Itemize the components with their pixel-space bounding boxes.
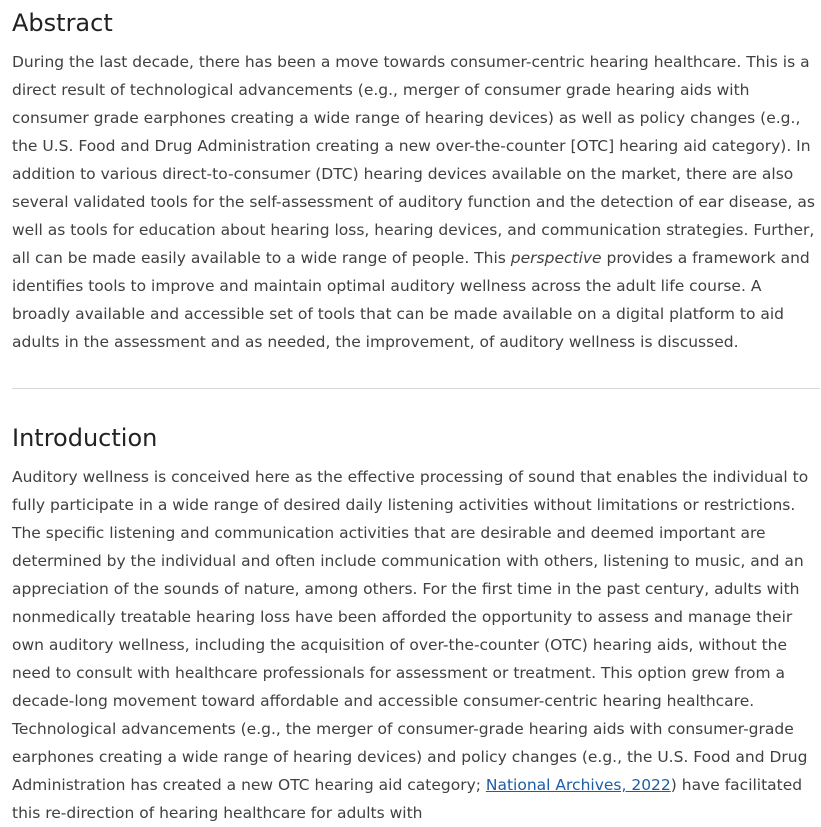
introduction-paragraph <box>12 463 820 827</box>
article-content <box>12 0 820 827</box>
abstract-heading: Abstract <box>12 9 113 37</box>
citation-link[interactable]: National Archives, 2022 <box>485 776 671 794</box>
introduction-text-part-2: ) have facilitated this re-direction of hearing healthcare for adults with <box>12 776 803 822</box>
abstract-paragraph <box>12 48 820 356</box>
introduction-heading: Introduction <box>12 424 158 452</box>
abstract-text-part-1: During the last decade, there has been a move towards consumer-centric hearing healthcare. This is a direct result of technological advancements (e.g., merger of consumer grade hearing aids with consumer grade earphones creating a wide range of hearing devices) as well as policy changes (e.g., the U.S. Food and Drug Administration creating a new over-the-counter [OTC] hearing aid category). In addition to various direct-to-consumer (DTC) hearing devices available on the market, there are also several validated tools for the self-assessment of auditory function and the detection of ear disease, as well as tools for education about hearing loss, hearing devices, and communication strategies. Further, all can be made easily available to a wide range of people. This <box>12 53 815 267</box>
abstract-emphasis: perspective <box>510 249 602 267</box>
section-divider <box>12 388 820 389</box>
introduction-text-part-1: Auditory wellness is conceived here as the effective processing of sound that enables the individual to fully participate in a wide range of desired daily listening activities without limitations or restrictions. The specific listening and communication activities that are desirable and deemed important are determined by the individual and often include communication with others, listening to music, and an appreciation of the sounds of nature, among others. For the first time in the past century, adults with nonmedically treatable hearing loss have been afforded the opportunity to assess and manage their own auditory wellness, including the acquisition of over-the-counter (OTC) hearing aids, without the need to consult with healthcare professionals for assessment or treatment. This option grew from a decade-long movement toward affordable and accessible consumer-centric hearing healthcare. Technological advancements (e.g., the merger of consumer-grade hearing aids with consumer-grade earphones creating a wide range of hearing devices) and policy changes (e.g., the U.S. Food and Drug Administration has created a new OTC hearing aid category; <box>12 468 809 794</box>
abstract-text-part-2: provides a framework and identifies tools to improve and maintain optimal auditory wellness across the adult life course. A broadly available and accessible set of tools that can be made available on a digital platform to aid adults in the assessment and as needed, the improvement, of auditory wellness is discussed. <box>12 249 810 351</box>
